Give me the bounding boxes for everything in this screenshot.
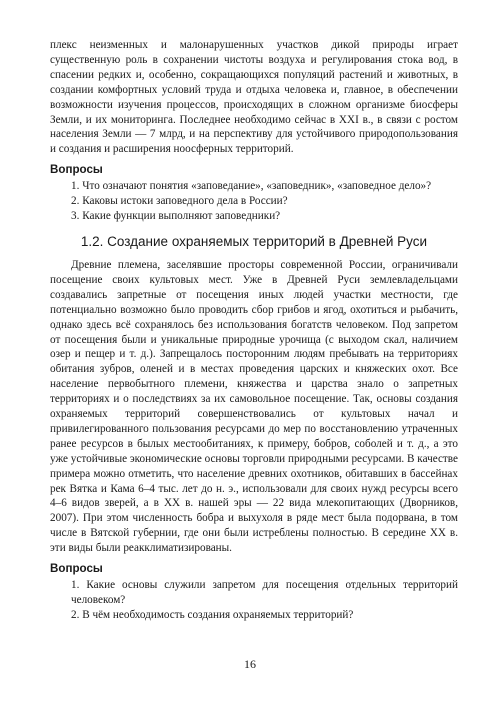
question-1-3: 3. Какие функции выполняют заповедники? <box>71 210 281 223</box>
question-2-2: 2. В чём необходимость создания охраняемых территорий? <box>71 608 354 621</box>
section-title: 1.2. Создание охраняемых территорий в Древней Руси <box>80 233 428 249</box>
question-1-1: 1. Что означают понятия «заповедание», «заповедник», «заповедное дело»? <box>71 180 432 193</box>
question-1-2: 2. Каковы истоки заповедного дела в России? <box>71 195 288 208</box>
questions-heading-2: Вопросы <box>50 562 103 576</box>
section-paragraph: Древние племена, заселявшие просторы современной России, ограничивали посещение своих культовых мест. Уже в Древней Руси землевладельцами создавались запретные от посещения иных людей участки местности, где потенциально возможно было проводить сбор грибов и ягод, охотиться и рыбачить, однако здесь всё сохранялось без использования богатств человеком. Под запретом от посещения были и уникальные природные урочища (с выходом скал, наличием озер и пещер и т. д.). Запрещалось посторонним людям пребывать на территориях обитания зубров, оленей и в местах проведения царских и княжеских охот. Все население первобытного племени, княжества и царства знало о запретных территориях и о последствиях за их самовольное посещение. Так, основы создания охраняемых территорий совершенствовались от культовых начал и привилегированного пользования ресурсами до мер по восстановлению утраченных ранее ресурсов в былых местообитаниях, к примеру, бобров, соболей и т. д., а это уже устойчивые экономические основы торговли природными ресурсами. В качестве примера можно отметить, что население древних охотников, обитавших в бассейнах рек Вятка и Кама 6–4 тыс. лет до н. э., использовали для своих нужд ресурсы всего 4–6 видов зверей, а в XX в. нашей эры — 22 вида млекопитающих (Дворников, 2007). При этом численность бобра и выхухоля в ряде мест была подорвана, в том числе в Вятской губернии, где они были истреблены полностью. В середине XX в. эти виды были реакклиматизированы. <box>50 258 458 555</box>
question-2-1: 1. Какие основы служили запретом для посещения отдельных территорий человеком? <box>71 579 458 606</box>
page-number: 16 <box>244 657 256 671</box>
questions-heading-1: Вопросы <box>50 163 103 177</box>
page-body <box>50 38 458 623</box>
intro-paragraph: плекс неизменных и малонарушенных участков дикой природы играет существенную роль в сохранении чистоты воздуха и регулирования стока вод, в спасении редких и, особенно, сокращающихся популяций растений и животных, в создании комфортных условий труда и отдыха человека и, главное, в обеспечении возможности изучения процессов, происходящих в сложном организме биосферы Земли, и их мониторинга. Последнее необходимо сейчас в XXI в., в связи с ростом населения Земли — 7 млрд, и на перспективу для устойчивого природопользования и создания и расширения ноосферных территорий. <box>50 39 458 156</box>
